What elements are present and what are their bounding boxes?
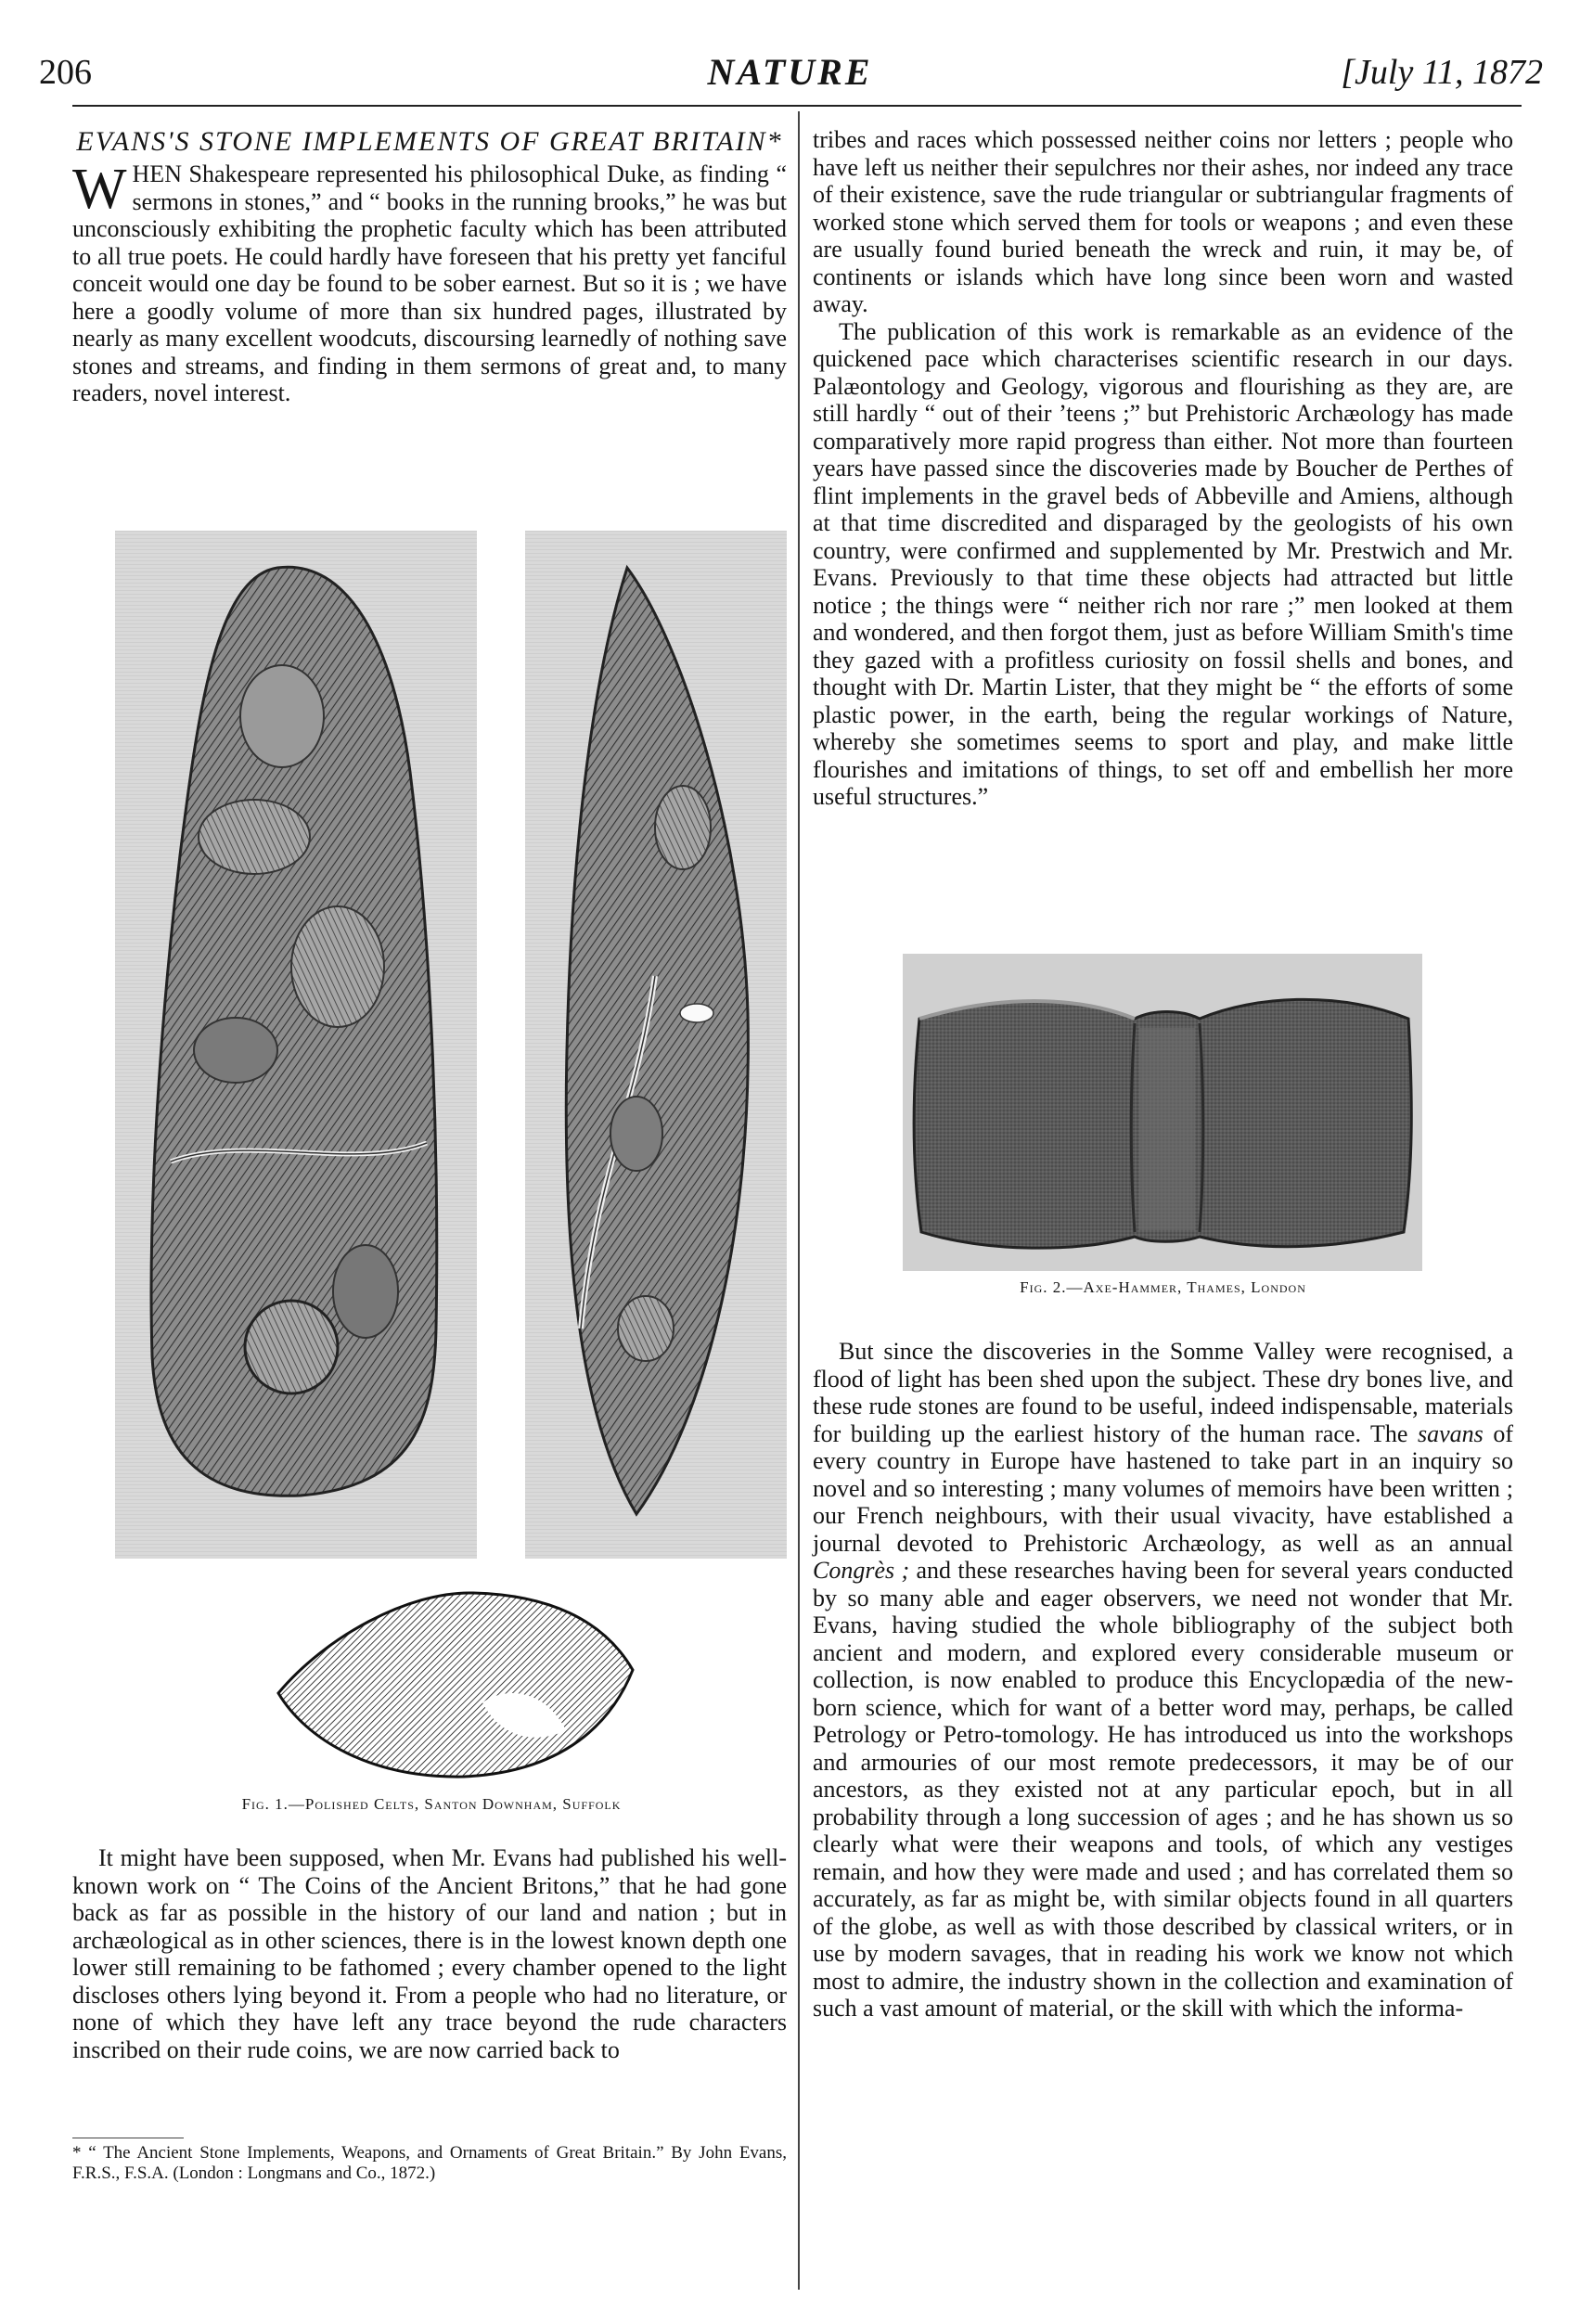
paragraph-coins: It might have been supposed, when Mr. Evans had published his well-known work on “ The Coins of the Ancient Britons,” that he had gone back as far as possible in the history of our land and nation ; but in archæological as in other sciences, there is in the lowest known depth one lower still remaining to be fathomed ; every chamber opened to the light discloses others lying beyond it. From a people who had no literature, or none of which they have left any trace beyond the rude characters inscribed on their rude coins, we are now carried back to <box>72 1844 787 2063</box>
paragraph-publication: The publication of this work is remarkable as an evidence of the quickened pace which characterises scientific research in our days. Palæontology and Geology, vigorous and flourishing as they are, are still hardly “ out of their ’teens ;” but Prehistoric Archæology has made comparatively more rapid progress than either. Not more than fourteen years have passed since the discoveries made by Boucher de Perthes of flint implements in the gravel beds of Abbeville and Amiens, although at that time discredited and disparaged by the geologists of his own country, were confirmed and supplemented by Mr. Prestwich and Mr. Evans. Previously to that time these objects had attracted but little notice ; the things were “ neither rich nor rare ;” men looked at them and wondered, and then forgot them, just as before William Smith's time they gazed with a profitless curiosity on fossil shells and bones, and thought with Dr. Martin Lister, that they might be “ the efforts of some plastic power, in the earth, being the regular workings of Nature, whereby she sometimes seems to sport and play, and make little flourishes and imitations of things, to set off and embellish her more useful structures.” <box>813 317 1513 810</box>
paragraph-somme-a: But since the discoveries in the Somme Valley were recognised, a flood of light has been shed upon the subject. These dry bones live, and these rude stones are found to be useful, indeed indispensable, materials for building up the earliest history of the human race. The <box>813 1338 1513 1447</box>
article-title: EVANS'S STONE IMPLEMENTS OF GREAT BRITAIN* <box>76 126 783 157</box>
page-number: 206 <box>39 53 92 92</box>
drop-cap: W <box>72 158 127 221</box>
left-column-bottom <box>72 1844 787 2063</box>
right-column-top <box>813 126 1513 811</box>
column-divider <box>798 111 800 2290</box>
right-column-bottom <box>813 1338 1513 2022</box>
footnote: * “ The Ancient Stone Implements, Weapons, and Ornaments of Great Britain.” By John Evans, F.R.S., F.S.A. (London : Longmans and Co., 1872.) <box>72 2143 787 2183</box>
header-rule <box>72 105 1522 107</box>
paragraph-somme-c: and these researches having been for several years conducted by so many able and eager observers, we need not wonder that Mr. Evans, having studied the whole bibliography of the subject both ancient and modern, and explored every considerable museum or collection, is now enabled to produce this Encyclopædia of the new-born science, which for want of a better word may, perhaps, be called Petrology or Petro-tomology. He has introduced us into the workshops and armouries of our most remote predecessors, it may be of our ancestors, as they existed not at any particular epoch, but in all probability through a long succession of ages ; and he has shown us so clearly what were their weapons and tools, of which any vestiges remain, and how they were made and used ; and has correlated them so accurately, as far as might be, with similar objects found in all quarters of the globe, as well as with those described by classical writers, or in use by modern savages, that in reading his work we know not which most to admire, the industry shown in the collection and examination of such a vast amount of material, or the skill with which the informa- <box>813 1557 1513 2022</box>
paragraph-intro-text: HEN Shakespeare represented his philosophical Duke, as finding “ sermons in stones,” and “ books in the running brooks,” he was but unconsciously exhibiting the prophetic faculty which has been attributed to all true poets. He could hardly have foreseen that his pretty yet fanciful conceit would one day be found to be sober earnest. But so it is ; we have here a goodly volume of more than six hundred pages, illustrated by nearly as many excellent woodcuts, discoursing learnedly of nothing save stones and streams, and finding in them sermons of great and, to many readers, novel interest. <box>72 160 787 406</box>
paragraph-somme <box>813 1338 1513 2022</box>
word-savans: savans <box>1418 1419 1484 1447</box>
figure-1-celt-front <box>115 531 477 1559</box>
word-congres: Congrès ; <box>813 1557 910 1584</box>
figure-2-axe-hammer <box>903 954 1422 1271</box>
left-column-top <box>72 126 787 407</box>
journal-title: NATURE <box>707 51 873 93</box>
paragraph-intro <box>72 160 787 407</box>
issue-date: [July 11, 1872 <box>1341 53 1543 92</box>
paragraph-continued: tribes and races which possessed neither coins nor letters ; people who have left us neither their sepulchres nor their ashes, nor indeed any trace of their existence, save the rude triangular or subtriangular fragments of worked stone which served them for tools or weapons ; and even these are usually found buried beneath the wreck and ruin, it may be, of continents or islands which have long since been worn and wasted away. <box>813 126 1513 317</box>
paragraph-somme-b: of every country in Europe have hastened to take part in an inquiry so novel and so interesting ; many volumes of memoirs have been written ; our French neighbours, with their usual vivacity, have established a journal devoted to Prehistoric Archæology, as well as an annual <box>813 1419 1513 1557</box>
figure-1-celt-side <box>525 531 787 1559</box>
figure-2-caption: Fig. 2.—Axe-Hammer, Thames, London <box>1020 1278 1306 1296</box>
figure-1-caption: Fig. 1.—Polished Celts, Santon Downham, Suffolk <box>241 1795 622 1813</box>
figure-1-cross-section <box>269 1582 640 1786</box>
